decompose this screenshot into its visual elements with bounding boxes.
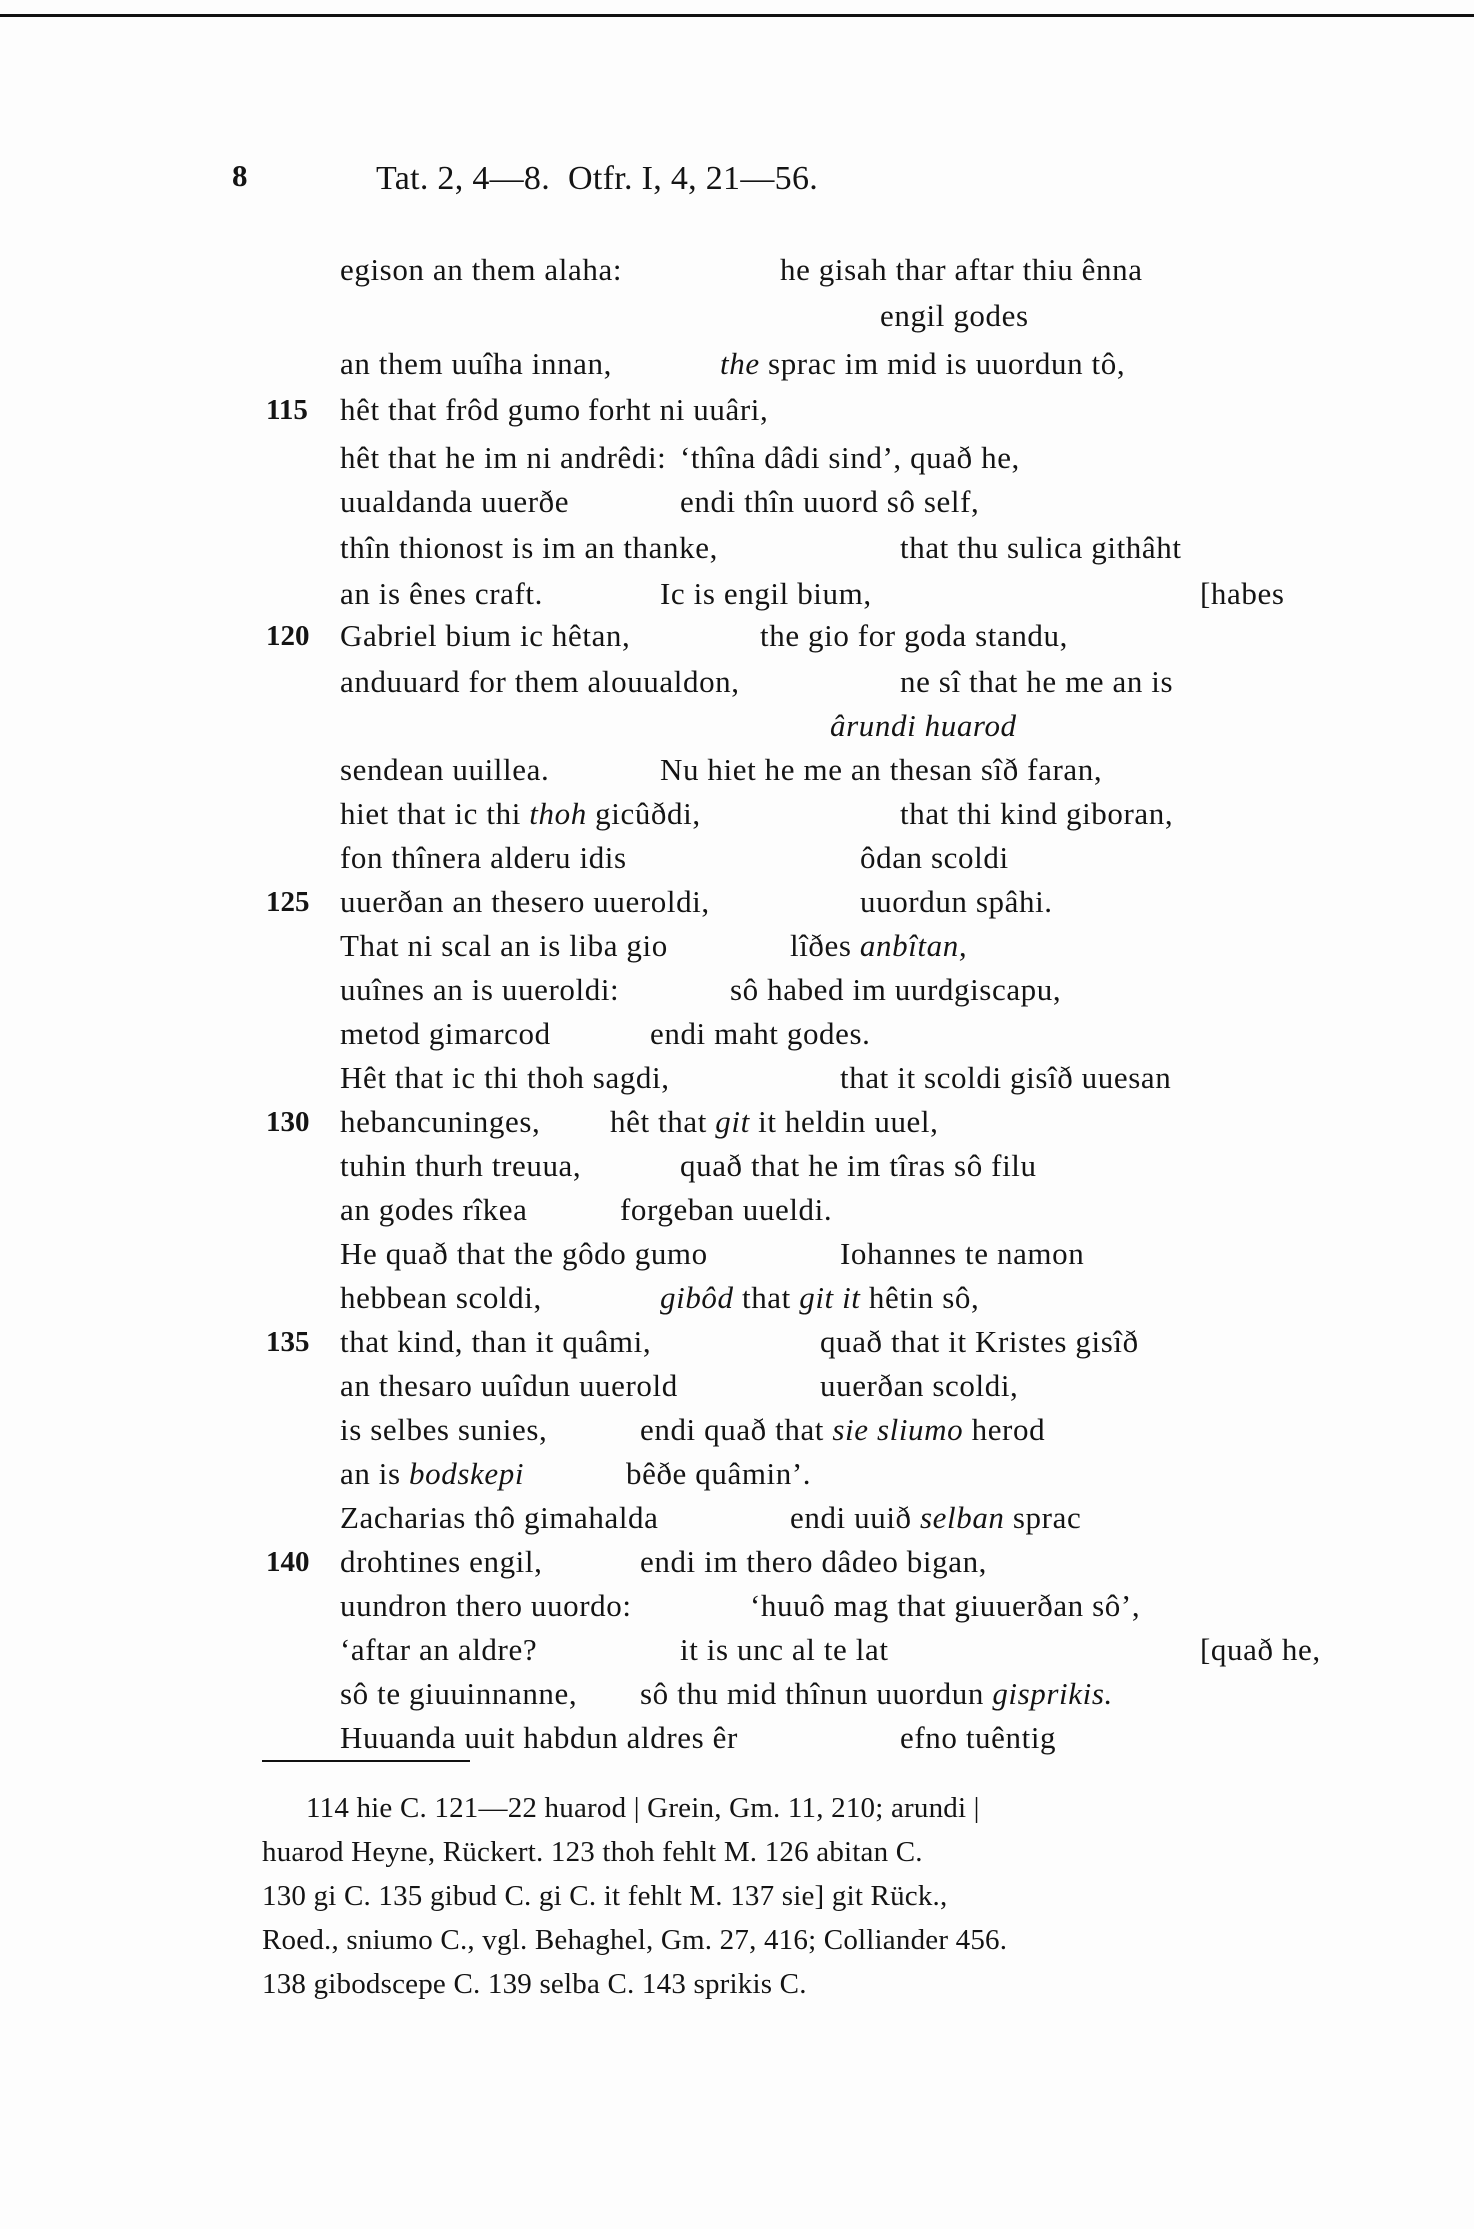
half-line-text: that thu sulica githâht [900,530,1182,565]
half-line-text: Ic is engil bium, [660,576,872,611]
footnote-line: 130 gi C. 135 gibud C. gi C. it fehlt M. 137 sie] git Rück., [262,1880,948,1912]
second-half-line [660,1280,979,1316]
half-line-text: Nu hiet he me an thesan sîð faran, [660,752,1103,787]
verse-line [340,664,1174,700]
second-half-line [860,840,1009,876]
verse-line [340,530,1182,566]
second-half-line [620,1192,832,1228]
first-half-line [340,440,666,475]
half-line-text: endi uuið [790,1500,920,1535]
first-half-line [340,484,569,519]
half-line-text: metod gimarcod [340,1016,551,1051]
half-line-text: hebancuninges, [340,1104,541,1139]
half-line-text: an thesaro uuîdun uuerold [340,1368,678,1403]
half-line-text: quað that it Kristes gisîð [820,1324,1139,1359]
second-half-line [830,708,1017,744]
half-line-text: an godes rîkea [340,1192,528,1227]
half-line-text: uuordun spâhi. [860,884,1053,919]
verse-line [340,1676,1113,1712]
half-line-text: forgeban uueldi. [620,1192,833,1227]
half-line-text: an them uuîha innan, [340,346,612,381]
half-line-text: that [733,1280,800,1315]
running-head-source-2: Otfr. I, 4, 21—56. [568,160,819,197]
first-half-line [340,1544,542,1579]
half-line-italic: git it [799,1280,861,1315]
half-line-text: Hêt that ic thi thoh sagdi, [340,1060,670,1095]
half-line-text: uuerðan scoldi, [820,1368,1019,1403]
first-half-line [340,1236,708,1271]
verse-line [340,884,1053,920]
second-half-line [640,1676,1113,1712]
verse-line [340,252,1143,288]
half-line-text: an is [340,1456,410,1491]
half-line-text: Huuanda uuit habdun aldres êr [340,1720,738,1755]
overflow-word: [quað he, [1200,1632,1321,1667]
half-line-italic: thoh [529,796,587,831]
verse-line [340,1544,988,1580]
half-line-italic: ârundi huarod [830,708,1017,743]
verse-line [340,928,968,964]
second-half-line [880,298,1029,334]
first-half-line [340,1720,738,1755]
first-half-line [340,1324,651,1359]
first-half-line [340,1280,542,1315]
second-half-line [820,1324,1139,1360]
half-line-text: it is unc al te lat [680,1632,889,1667]
second-half-line [820,1368,1018,1404]
half-line-text: Zacharias thô gimahalda [340,1500,659,1535]
first-half-line [340,1588,632,1623]
half-line-italic: anbîtan, [859,928,968,963]
first-half-line [340,928,668,963]
verse-line [340,1280,980,1316]
half-line-italic: the [720,346,760,381]
first-half-line [340,1456,524,1491]
half-line-text: quað that he im tîras sô filu [680,1148,1037,1183]
half-line-text: That ni scal an is liba gio [340,928,668,963]
first-half-line [340,530,718,565]
second-half-line [860,884,1053,920]
line-number: 125 [266,886,310,918]
verse-line [340,484,980,520]
half-line-text: Gabriel bium ic hêtan, [340,618,631,653]
verse-line [340,796,1174,832]
first-half-line [340,1060,670,1095]
verse-line [340,576,1285,612]
half-line-text: it heldin uuel, [749,1104,939,1139]
half-line-italic: gisprikis. [992,1676,1113,1711]
second-half-line [650,1016,871,1052]
half-line-text: forht ni uuâri, [588,392,769,427]
half-line-italic: gibôd [660,1280,734,1315]
half-line-text: he gisah thar aftar thiu ênna [780,252,1143,287]
first-half-line [340,972,619,1007]
verse-line [340,1104,939,1140]
half-line-text: hêt that he im ni andrêdi: [340,440,667,475]
first-half-line [340,252,622,287]
half-line-text: uuerðan an thesero uueroldi, [340,884,710,919]
half-line-text: that kind, than it quâmi, [340,1324,652,1359]
verse-line [340,972,1062,1008]
half-line-text: ôdan scoldi [860,840,1009,875]
half-line-text: ‘thîna dâdi sind’, quað he, [680,440,1020,475]
second-half-line [900,1720,1056,1756]
second-half-line [780,252,1143,288]
half-line-text: an is ênes craft. [340,576,543,611]
second-half-line [680,1148,1037,1184]
first-half-line [340,1148,581,1183]
half-line-text: Iohannes te namon [840,1236,1085,1271]
second-half-line [640,1544,987,1580]
first-half-line [340,1016,551,1051]
half-line-text: He quað that the gôdo gumo [340,1236,708,1271]
second-half-line [790,1500,1081,1536]
half-line-text: is selbes sunies, [340,1412,548,1447]
verse-line [340,1632,1321,1668]
first-half-line [340,392,581,427]
first-half-line [340,752,549,787]
half-line-text: sô te giuuinnanne, [340,1676,578,1711]
line-number: 120 [266,620,310,652]
first-half-line [340,1500,659,1535]
half-line-text: fon thînera alderu idis [340,840,627,875]
second-half-line [790,928,967,964]
running-head-source-1: Tat. 2, 4—8. [376,160,551,197]
half-line-text: hebbean scoldi, [340,1280,542,1315]
verse-line [340,1236,1085,1272]
second-half-line [840,1236,1084,1272]
second-half-line [900,796,1173,832]
half-line-text: ‘huuô mag that giuuerðan sô’, [750,1588,1141,1623]
page-number: 8 [232,158,248,193]
half-line-text: gicûðdi, [586,796,701,831]
half-line-text: endi thîn uuord sô self, [680,484,980,519]
verse-line [340,1192,833,1228]
first-half-line [340,884,710,919]
verse-line [340,392,769,428]
second-half-line [626,1456,811,1492]
half-line-italic: git [715,1104,750,1139]
footnote-rule [262,1760,470,1762]
half-line-text: anduuard for them alouualdon, [340,664,740,699]
verse-line [340,1412,1046,1448]
line-number: 130 [266,1106,310,1138]
first-half-line [340,1104,540,1139]
half-line-text: endi maht godes. [650,1016,871,1051]
half-line-italic: bodskepi [409,1456,525,1491]
half-line-text: endi im thero dâdeo bigan, [640,1544,988,1579]
verse-line [340,752,1103,788]
half-line-text: sprac im mid is uuordun tô, [759,346,1126,381]
overflow-word: [habes [1200,576,1285,611]
verse-line [340,1368,1019,1404]
first-half-line [340,840,627,875]
half-line-text: uundron thero uuordo: [340,1588,632,1623]
half-line-text: sendean uuillea. [340,752,550,787]
second-half-line [900,530,1182,566]
half-line-text: egison an them alaha: [340,252,623,287]
half-line-text: lîðes [790,928,860,963]
half-line-text: tuhin thurh treuua, [340,1148,582,1183]
half-line-text: endi quað that [640,1412,833,1447]
half-line-text: efno tuêntig [900,1720,1057,1755]
verse-line [340,1148,1037,1184]
footnote-line: 138 gibodscepe C. 139 selba C. 143 sprikis C. [262,1968,807,2000]
half-line-text: sprac [1004,1500,1082,1535]
half-line-text: drohtines engil, [340,1544,543,1579]
half-line-text: bêðe quâmin’. [626,1456,812,1491]
half-line-text: hêtin sô, [860,1280,980,1315]
verse-line [340,1456,812,1492]
half-line-text: sô thu mid thînun uuordun [640,1676,993,1711]
second-half-line [660,576,872,612]
second-half-line [680,484,979,520]
second-half-line [680,440,1020,476]
first-half-line [340,346,612,381]
half-line-text: sô habed im uurdgiscapu, [730,972,1062,1007]
first-half-line [340,576,543,611]
line-number: 135 [266,1326,310,1358]
first-half-line [340,618,630,653]
second-half-line [900,664,1173,700]
half-line-italic: sie sliumo [832,1412,964,1447]
line-number: 140 [266,1546,310,1578]
second-half-line [610,1104,938,1140]
half-line-text: the gio for goda standu, [760,618,1068,653]
half-line-text: ne sî that he me an is [900,664,1174,699]
half-line-text: ‘aftar an aldre? [340,1632,538,1667]
half-line-text: engil godes [880,298,1029,333]
half-line-text: uuînes an is uueroldi: [340,972,620,1007]
verse-line [340,1016,871,1052]
second-half-line [760,618,1068,654]
half-line-text: that thi kind giboran, [900,796,1174,831]
verse-line [340,1324,1139,1360]
half-line-text: hêt that frôd gumo [340,392,581,427]
first-half-line [340,1368,678,1403]
half-line-text: uualdanda uuerðe [340,484,570,519]
first-half-line [340,1192,527,1227]
verse-line [340,1588,1141,1624]
running-head [376,160,818,198]
second-half-line [720,346,1125,382]
half-line-text: herod [963,1412,1046,1447]
footnote-line: huarod Heyne, Rückert. 123 thoh fehlt M. 126 abitan C. [262,1836,923,1868]
footnote-line: Roed., sniumo C., vgl. Behaghel, Gm. 27, 416; Colliander 456. [262,1924,1008,1956]
verse-line [340,440,1020,476]
second-half-line [640,1412,1045,1448]
second-half-line [680,1632,889,1668]
first-half-line [340,1412,547,1447]
verse-line [340,1720,1057,1756]
second-half-line [730,972,1061,1008]
first-half-line [340,796,701,831]
first-half-line [340,1632,537,1667]
top-rule [0,14,1474,17]
half-line-italic: selban [920,1500,1005,1535]
line-number: 115 [266,394,308,426]
first-half-line [340,664,740,699]
half-line-text: hêt that [610,1104,716,1139]
half-line-text: that it scoldi gisîð uuesan [840,1060,1172,1095]
first-half-line [340,1676,577,1711]
verse-line [340,346,1126,382]
footnote-line: 114 hie C. 121—22 huarod | Grein, Gm. 11, 210; arundi | [306,1792,980,1824]
second-half-line [660,752,1102,788]
verse-line [340,1060,1172,1096]
second-half-line [750,1588,1140,1624]
verse-line [340,618,1068,654]
second-half-line [588,392,768,428]
verse-line [340,1500,1082,1536]
second-half-line [840,1060,1171,1096]
half-line-text: hiet that ic thi [340,796,530,831]
half-line-text: thîn thionost is im an thanke, [340,530,718,565]
verse-line [340,840,1009,876]
